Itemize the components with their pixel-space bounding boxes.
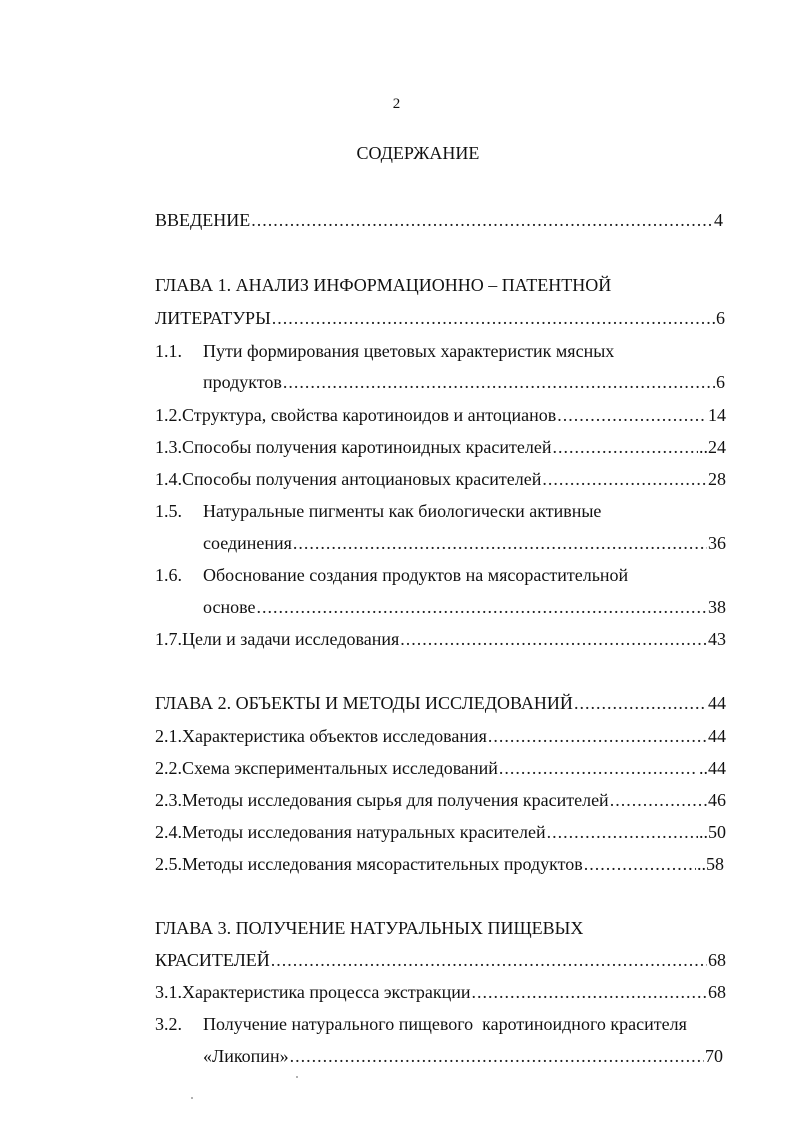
toc-entry-2-5 bbox=[155, 851, 724, 877]
entry-text: Методы исследования мясорастительных продуктов bbox=[182, 854, 583, 874]
toc-entry-2-1 bbox=[155, 723, 726, 749]
toc-entry-1-1-line1 bbox=[155, 338, 614, 364]
entry-number: 2.1. bbox=[155, 726, 182, 746]
chapter3-heading-line1: ГЛАВА 3. ПОЛУЧЕНИЕ НАТУРАЛЬНЫХ ПИЩЕВЫХ bbox=[155, 918, 584, 938]
dot-leader bbox=[488, 723, 707, 749]
entry-text: Пути формирования цветовых характеристик мясных bbox=[203, 341, 615, 361]
toc-entry-2-4 bbox=[155, 819, 726, 845]
entry-page: 14 bbox=[708, 405, 726, 425]
toc-entry-1-3 bbox=[155, 434, 726, 460]
entry-number: 1.4. bbox=[155, 469, 182, 489]
dot-leader bbox=[271, 947, 707, 973]
entry-text: Получение натурального пищевого каротиноидного красителя bbox=[203, 1014, 687, 1034]
toc-entry-1-1 bbox=[203, 369, 725, 395]
toc-title: СОДЕРЖАНИЕ bbox=[356, 143, 480, 163]
toc-entry-1-5 bbox=[203, 530, 726, 556]
dot-leader bbox=[400, 626, 707, 652]
entry-page: 28 bbox=[708, 469, 726, 489]
dot-leader bbox=[293, 530, 707, 556]
entry-text: ЛИТЕРАТУРЫ bbox=[155, 308, 271, 328]
toc-entry-1-6-line1 bbox=[155, 562, 628, 588]
entry-text: Натуральные пигменты как биологически активные bbox=[203, 501, 602, 521]
entry-page: 43 bbox=[708, 629, 726, 649]
entry-number: 2.3. bbox=[155, 790, 182, 810]
entry-text: Методы исследования сырья для получения красителей bbox=[182, 790, 609, 810]
entry-text: Схема экспериментальных исследований bbox=[182, 758, 498, 778]
scan-speck bbox=[191, 1097, 193, 1099]
dot-leader bbox=[256, 594, 707, 620]
entry-text: Методы исследования натуральных красителей bbox=[182, 822, 546, 842]
scan-speck bbox=[296, 1076, 298, 1078]
entry-page: 38 bbox=[708, 597, 726, 617]
entry-text: ВВЕДЕНИЕ bbox=[155, 210, 251, 230]
toc-entry-1-5-line1 bbox=[155, 498, 601, 524]
dot-leader bbox=[557, 402, 707, 428]
entry-number: 2.5. bbox=[155, 854, 182, 874]
toc-entry-chapter3 bbox=[155, 947, 726, 973]
dot-leader bbox=[472, 979, 707, 1005]
toc-entry-1-6 bbox=[203, 594, 726, 620]
entry-text: КРАСИТЕЛЕЙ bbox=[155, 950, 270, 970]
dot-leader bbox=[547, 819, 698, 845]
entry-text: продуктов bbox=[203, 372, 282, 392]
entry-text: ГЛАВА 2. ОБЪЕКТЫ И МЕТОДЫ ИССЛЕДОВАНИЙ bbox=[155, 693, 573, 713]
entry-text: Характеристика процесса экстракции bbox=[182, 982, 471, 1002]
entry-page: 70 bbox=[705, 1046, 723, 1066]
entry-number: 1.1. bbox=[155, 341, 182, 361]
dot-leader bbox=[251, 207, 713, 233]
dot-leader bbox=[283, 369, 715, 395]
entry-page: 44 bbox=[708, 693, 726, 713]
entry-number: 1.2. bbox=[155, 405, 182, 425]
entry-page: 4 bbox=[714, 210, 723, 230]
toc-entry-2-3 bbox=[155, 787, 726, 813]
toc-entry-1-2 bbox=[155, 402, 726, 428]
entry-text: основе bbox=[203, 597, 256, 617]
toc-entry-chapter2 bbox=[155, 690, 726, 716]
entry-page: ..44 bbox=[699, 758, 726, 778]
entry-text: Обоснование создания продуктов на мясорастительной bbox=[203, 565, 629, 585]
entry-number: 2.2. bbox=[155, 758, 182, 778]
entry-page: ..24 bbox=[699, 437, 726, 457]
entry-page: ..58 bbox=[697, 854, 724, 874]
dot-leader bbox=[290, 1043, 704, 1069]
entry-text: Способы получения каротиноидных красителей bbox=[182, 437, 552, 457]
toc-entry-intro bbox=[155, 207, 723, 233]
dot-leader bbox=[499, 755, 698, 781]
entry-text: Цели и задачи исследования bbox=[182, 629, 400, 649]
toc-entry-2-2 bbox=[155, 755, 726, 781]
dot-leader bbox=[272, 305, 711, 331]
toc-entry-chapter1 bbox=[155, 305, 725, 331]
dot-leader bbox=[552, 434, 698, 460]
toc-entry-3-2 bbox=[203, 1043, 723, 1069]
page-number: 2 bbox=[392, 96, 401, 112]
entry-text: «Ликопин» bbox=[203, 1046, 289, 1066]
entry-page: 36 bbox=[708, 533, 726, 553]
entry-page: 46 bbox=[708, 790, 726, 810]
toc-entry-1-4 bbox=[155, 466, 726, 492]
entry-number: 1.7. bbox=[155, 629, 182, 649]
dot-leader bbox=[542, 466, 707, 492]
entry-text: соединения bbox=[203, 533, 292, 553]
entry-text: Характеристика объектов исследования bbox=[182, 726, 487, 746]
entry-text: Способы получения антоциановых красителей bbox=[182, 469, 542, 489]
entry-text: Структура, свойства каротиноидов и антоцианов bbox=[182, 405, 557, 425]
dot-leader bbox=[610, 787, 707, 813]
entry-page: 68 bbox=[708, 982, 726, 1002]
dot-leader bbox=[584, 851, 696, 877]
entry-number: 3.1. bbox=[155, 982, 182, 1002]
entry-number: 3.2. bbox=[155, 1014, 182, 1034]
toc-entry-1-7 bbox=[155, 626, 726, 652]
entry-number: 1.3. bbox=[155, 437, 182, 457]
toc-entry-3-1 bbox=[155, 979, 726, 1005]
entry-number: 1.6. bbox=[155, 565, 182, 585]
entry-page: 6 bbox=[716, 372, 725, 392]
dot-leader bbox=[574, 690, 707, 716]
entry-page: .6 bbox=[711, 308, 725, 328]
toc-entry-3-2-line1 bbox=[155, 1011, 687, 1037]
entry-page: ..50 bbox=[699, 822, 726, 842]
entry-number: 1.5. bbox=[155, 501, 182, 521]
entry-number: 2.4. bbox=[155, 822, 182, 842]
chapter1-heading-line1: ГЛАВА 1. АНАЛИЗ ИНФОРМАЦИОННО – ПАТЕНТНОЙ bbox=[155, 275, 612, 295]
entry-page: 68 bbox=[708, 950, 726, 970]
entry-page: 44 bbox=[708, 726, 726, 746]
